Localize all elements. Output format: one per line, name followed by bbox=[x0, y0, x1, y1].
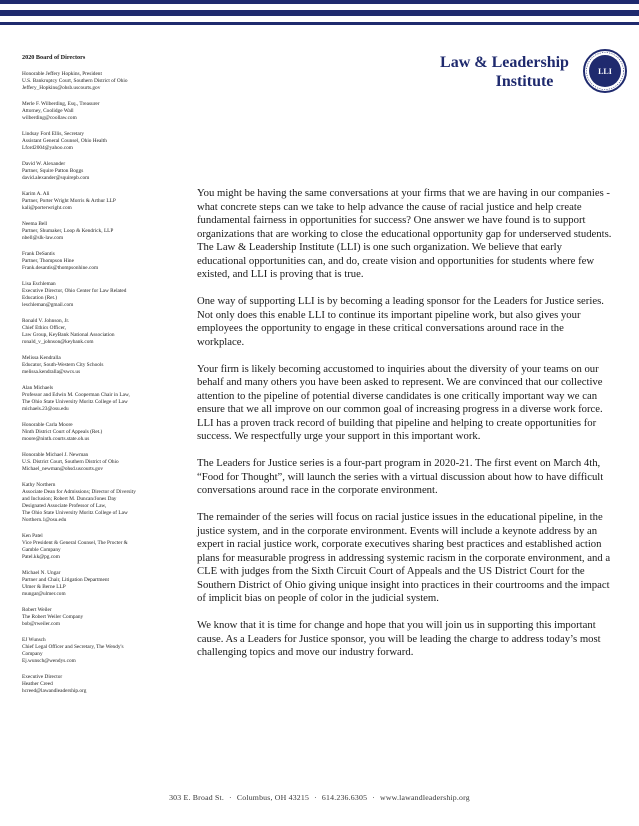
board-member-line: Assistant General Counsel, Ohio Health bbox=[22, 138, 107, 144]
organization-logo-text bbox=[432, 53, 577, 91]
board-member-entry bbox=[22, 251, 172, 272]
board-member-line: Ken Patel bbox=[22, 533, 43, 539]
board-of-directors-list bbox=[22, 54, 172, 704]
board-member-line: Partner, Squire Patton Boggs bbox=[22, 168, 84, 174]
board-member-line: Alan Michaels bbox=[22, 385, 54, 391]
board-member-line: and Inclusion; Robert M. Duncan/Jones Day bbox=[22, 496, 117, 502]
board-member-line: Partner, Thompson Hine bbox=[22, 258, 74, 264]
board-member-line: Law Group, KeyBank National Association bbox=[22, 332, 115, 338]
board-member-line: Merle F. Wilberding, Esq., Treasurer bbox=[22, 101, 100, 107]
board-member-line: Company bbox=[22, 651, 43, 657]
board-title: 2020 Board of Directors bbox=[22, 54, 86, 61]
letter-body bbox=[197, 187, 613, 673]
board-member-line: The Ohio State University Moritz College of Law bbox=[22, 399, 128, 405]
board-member-line: Designated Associate Professor of Law, bbox=[22, 503, 107, 509]
board-member-line: Vice President & General Counsel, The Procter & bbox=[22, 540, 128, 546]
footer-contact-line: 303 E. Broad St. · Columbus, OH 43215 · 614.236.6305 · www.lawandleadership.org bbox=[169, 793, 470, 802]
board-member-line: Michael N. Ungar bbox=[22, 570, 61, 576]
board-member-line: U.S. Bankruptcy Court, Southern District of Ohio bbox=[22, 78, 128, 84]
board-member-line: Karim A. Ali bbox=[22, 191, 50, 197]
board-member-line: Ninth District Court of Appeals (Ret.) bbox=[22, 429, 103, 435]
board-member-entry bbox=[22, 570, 172, 598]
board-member-line: EJ Wunsch bbox=[22, 637, 46, 643]
board-member-line: mungar@ulmer.com bbox=[22, 591, 66, 597]
board-member-line: Kathy Northern bbox=[22, 482, 56, 488]
seal-label: LLI bbox=[598, 67, 612, 76]
board-member-line: Michael_newman@ohsd.uscourts.gov bbox=[22, 466, 104, 472]
board-member-line: leschleman@gmail.com bbox=[22, 302, 74, 308]
board-member-entry bbox=[22, 318, 172, 346]
board-member-entry bbox=[22, 607, 172, 628]
board-member-line: Executive Director bbox=[22, 674, 63, 680]
board-member-entry bbox=[22, 482, 172, 524]
board-member-line: Frank DeSantis bbox=[22, 251, 55, 257]
board-member-line: Patel.kk@pg.com bbox=[22, 554, 60, 560]
logo-line-1: Law & Leadership bbox=[440, 54, 569, 71]
board-member-line: U.S. District Court, Southern District of Ohio bbox=[22, 459, 119, 465]
board-member-line: nbell@slk-law.com bbox=[22, 235, 64, 241]
board-member-entry bbox=[22, 355, 172, 376]
board-members bbox=[22, 71, 172, 695]
board-member-line: David W. Alexander bbox=[22, 161, 66, 167]
board-member-line: Executive Director, Ohio Center for Law Related bbox=[22, 288, 127, 294]
board-member-line: Lisa Eschleman bbox=[22, 281, 56, 287]
board-member-line: Partner, Porter Wright Morris & Arthur LLP bbox=[22, 198, 116, 204]
board-member-line: Education (Ret.) bbox=[22, 295, 58, 301]
board-member-line: Neema Bell bbox=[22, 221, 48, 227]
board-member-entry bbox=[22, 385, 172, 413]
logo-line-2: Institute bbox=[495, 73, 554, 90]
header-rule-bottom bbox=[0, 22, 639, 25]
board-member-line: Educator, South-Western City Schools bbox=[22, 362, 104, 368]
board-member-entry bbox=[22, 71, 172, 92]
board-member-line: Frank.desantis@thompsonhine.com bbox=[22, 265, 99, 271]
board-member-entry bbox=[22, 191, 172, 212]
board-member-line: Partner, Shumaker, Loop & Kendrick, LLP bbox=[22, 228, 114, 234]
letter-paragraph: We know that it is time for change and hope that you will join us in supporting this important cause. As a Leaders for Justice sponsor, you will be leading the charge to address today’s most challenging topics and move our industry forward. bbox=[197, 619, 601, 658]
board-member-line: kali@porterwright.com bbox=[22, 205, 72, 211]
letter-paragraph: You might be having the same conversations at your firms that we are having in our companies - what concrete steps can we take to help advance the cause of racial justice and help create fundamental fairness in opportunities for success? One answer we have found is to support organizations that are working to close the educational opportunity gap for underserved students. The Law & Leadership Institute (LLI) is one such organization. We believe that early educational opportunities can, and do, create vision and opportunities for students where few existed, and LLI is proving that is true. bbox=[197, 187, 612, 280]
header-rule-middle bbox=[0, 10, 639, 16]
board-member-line: wilberding@coollaw.com bbox=[22, 115, 77, 121]
board-member-entry bbox=[22, 131, 172, 152]
board-member-line: Associate Dean for Admissions; Director of Diversity bbox=[22, 489, 136, 495]
letter-paragraph: One way of supporting LLI is by becoming a leading sponsor for the Leaders for Justice series. Not only does this enable LLI to continue its important pipeline work, but also gives your employees the opportunity to engage in these critical conversations around race in the workplace. bbox=[197, 295, 604, 348]
board-member-line: Robert Weiler bbox=[22, 607, 52, 613]
board-member-entry bbox=[22, 533, 172, 561]
board-member-entry bbox=[22, 101, 172, 122]
board-member-line: Lford2004@yahoo.com bbox=[22, 145, 73, 151]
board-member-line: Jeffery_Hopkins@ohsb.uscourts.gov bbox=[22, 85, 101, 91]
board-member-line: Ej.wunsch@wendys.com bbox=[22, 658, 76, 664]
board-member-line: melissa.kendralla@swcs.us bbox=[22, 369, 81, 375]
letter-paragraph: The Leaders for Justice series is a four-part program in 2020-21. The first event on March 4th, “Food for Thought”, will launch the series with a virtual discussion about how to have difficult conversations around race in the corporate environment. bbox=[197, 457, 604, 496]
board-member-line: hcreed@lawandleadership.org bbox=[22, 688, 87, 694]
board-member-entry bbox=[22, 452, 172, 473]
board-member-line: Ronald V. Johnson, Jr. bbox=[22, 318, 70, 324]
board-member-line: Honorable Michael J. Newman bbox=[22, 452, 89, 458]
board-member-line: Heather Creed bbox=[22, 681, 53, 687]
board-member-entry bbox=[22, 674, 172, 695]
board-member-entry bbox=[22, 281, 172, 309]
header-rule-top bbox=[0, 0, 639, 4]
board-member-entry bbox=[22, 637, 172, 665]
board-member-line: Chief Legal Officer and Secretary, The Wendy's bbox=[22, 644, 124, 650]
board-member-line: Professor and Edwin M. Cooperman Chair in Law, bbox=[22, 392, 130, 398]
board-member-line: Partner and Chair, Litigation Department bbox=[22, 577, 110, 583]
board-member-line: Lindsay Ford Ellis, Secretary bbox=[22, 131, 85, 137]
board-member-line: Ulmer & Berne LLP bbox=[22, 584, 66, 590]
board-member-line: Melissa Kendralla bbox=[22, 355, 61, 361]
board-member-line: ronald_v_johnson@keybank.com bbox=[22, 339, 94, 345]
board-member-line: bob@rweiler.com bbox=[22, 621, 60, 627]
board-member-line: The Robert Weiler Company bbox=[22, 614, 84, 620]
board-member-line: The Ohio State University Moritz College of Law bbox=[22, 510, 128, 516]
board-member-entry bbox=[22, 422, 172, 443]
footer-city: Columbus, OH 43215 bbox=[236, 793, 310, 802]
board-member-line: moore@ninth.courts.state.oh.us bbox=[22, 436, 90, 442]
board-member-entry bbox=[22, 161, 172, 182]
board-member-line: Attorney, Coolidge Wall bbox=[22, 108, 74, 114]
footer-website[interactable]: www.lawandleadership.org bbox=[380, 793, 470, 802]
footer-address: 303 E. Broad St. bbox=[169, 793, 225, 802]
footer-phone: 614.236.6305 bbox=[321, 793, 368, 802]
board-member-entry bbox=[22, 221, 172, 242]
seal-icon bbox=[583, 49, 627, 93]
board-member-line: Northern.1@osu.edu bbox=[22, 517, 67, 523]
letter-paragraph: The remainder of the series will focus on racial justice issues in the educational pipeline, in the justice system, and in the corporate environment. Events will include a keynote address by an expert in racial justice work, corporate executives sharing best practices and established action plans for measurable progress in addressing systemic racism in the corporate environment, and a CLE with judges from the Sixth Circuit Court of Appeals and the US District Court for the Southern District of Ohio giving unique insight into practices in their courtrooms and the impact of implicit bias on people of color in the judicial system. bbox=[197, 511, 611, 604]
board-member-line: michaels.23@osu.edu bbox=[22, 406, 69, 412]
board-member-line: Honorable Jeffery Hopkins, President bbox=[22, 71, 102, 77]
board-member-line: david.alexander@squirepb.com bbox=[22, 175, 90, 181]
board-member-line: Gamble Company bbox=[22, 547, 61, 553]
board-member-line: Chief Ethics Officer, bbox=[22, 325, 66, 331]
board-member-line: Honorable Carla Moore bbox=[22, 422, 73, 428]
letter-paragraph: Your firm is likely becoming accustomed to inquiries about the diversity of your teams on our behalf and many others you have been asked to represent. We are convinced that our collective attention to the pipeline of potential diverse candidates is one critically important way we can ensure that we all improve on our common goal of increasing progress in a diverse work force. LLI has a proven track record of building that pipeline and helping to create opportunities for success. We respectfully urge your support in this important work. bbox=[197, 362, 603, 442]
